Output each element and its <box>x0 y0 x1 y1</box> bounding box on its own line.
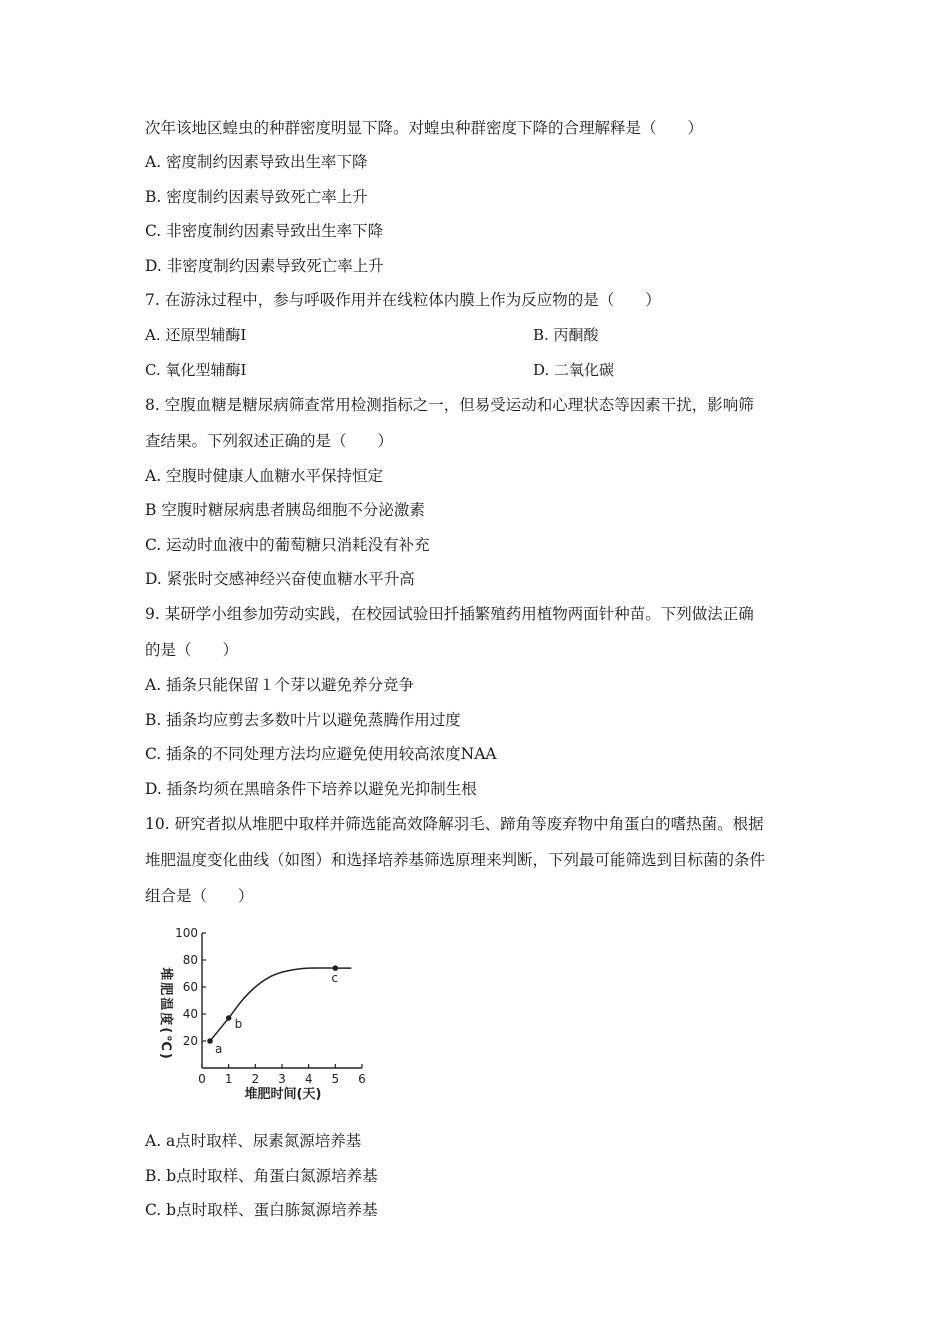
question-10-stem-line-1: 10. 研究者拟从堆肥中取样并筛选能高效降解羽毛、蹄角等废弃物中角蛋白的嗜热菌。根据 <box>145 815 764 833</box>
point-b-marker <box>226 1015 232 1021</box>
y-tick-label: 20 <box>182 1034 198 1048</box>
q6-option-d: D. 非密度制约因素导致死亡率上升 <box>145 257 384 275</box>
q10-option-c: C. b点时取样、蛋白胨氮源培养基 <box>145 1201 378 1219</box>
x-tick-label: 5 <box>331 1072 340 1086</box>
question-10-stem-line-3: 组合是（ ） <box>145 887 254 905</box>
point-c-marker <box>333 965 339 971</box>
q10-option-a: A. a点时取样、尿素氮源培养基 <box>145 1132 362 1150</box>
q8-option-c: C. 运动时血液中的葡萄糖只消耗没有补充 <box>145 536 430 554</box>
y-tick-label: 40 <box>182 1007 198 1021</box>
chart-series <box>210 968 351 1041</box>
q7-option-d: D. 二氧化碳 <box>533 361 615 379</box>
chart-ticks <box>175 926 366 1086</box>
y-tick-label: 100 <box>175 926 198 940</box>
x-tick-label: 3 <box>278 1072 286 1086</box>
point-a-label: a <box>215 1042 223 1056</box>
q8-option-a: A. 空腹时健康人血糖水平保持恒定 <box>145 467 384 485</box>
chart-axes <box>202 933 362 1068</box>
x-tick-label: 4 <box>304 1072 313 1086</box>
question-8-stem-line-1: 8. 空腹血糖是糖尿病筛查常用检测指标之一，但易受运动和心理状态等因素干扰，影响筛 <box>145 396 754 414</box>
x-tick-label: 1 <box>224 1072 233 1086</box>
question-10-stem-line-2: 堆肥温度变化曲线（如图）和选择培养基筛选原理来判断，下列最可能筛选到目标菌的条件 <box>145 851 766 869</box>
temperature-curve <box>210 968 351 1041</box>
point-b-label: b <box>234 1017 243 1032</box>
q7-option-b: B. 丙酮酸 <box>533 326 599 344</box>
q9-option-b: B. 插条均应剪去多数叶片以避免蒸腾作用过度 <box>145 711 461 729</box>
question-9-stem-line-1: 9. 某研学小组参加劳动实践，在校园试验田扦插繁殖药用植物两面针种苗。下列做法正确 <box>145 605 754 623</box>
x-tick-label: 2 <box>251 1072 260 1086</box>
x-tick-label: 6 <box>358 1072 366 1086</box>
question-7-stem: 7. 在游泳过程中，参与呼吸作用并在线粒体内膜上作为反应物的是（ ） <box>145 291 661 309</box>
question-6-stem-tail: 次年该地区蝗虫的种群密度明显下降。对蝗虫种群密度下降的合理解释是（ ） <box>145 119 704 137</box>
q9-option-a: A. 插条只能保留１个芽以避免养分竞争 <box>145 676 415 694</box>
compost-temperature-chart <box>140 918 380 1110</box>
q8-option-b: B 空腹时糖尿病患者胰岛细胞不分泌激素 <box>145 501 425 519</box>
q10-option-b: B. b点时取样、角蛋白氮源培养基 <box>145 1167 378 1185</box>
x-tick-label: 0 <box>198 1072 206 1086</box>
q7-option-c: C. 氧化型辅酶Ⅰ <box>145 361 247 379</box>
q6-option-a: A. 密度制约因素导致出生率下降 <box>145 153 368 171</box>
q8-option-d: D. 紧张时交感神经兴奋使血糖水平升高 <box>145 570 415 588</box>
point-c-label: c <box>331 971 338 986</box>
x-axis-label: 堆肥时间(天) <box>244 1087 322 1102</box>
y-tick-label: 60 <box>182 980 198 994</box>
q7-option-a: A. 还原型辅酶Ⅰ <box>145 326 247 344</box>
q9-option-d: D. 插条均须在黑暗条件下培养以避免光抑制生根 <box>145 780 477 798</box>
question-9-stem-line-2: 的是（ ） <box>145 641 239 659</box>
question-8-stem-line-2: 查结果。下列叙述正确的是（ ） <box>145 432 394 450</box>
y-tick-label: 80 <box>182 953 198 967</box>
q9-option-c: C. 插条的不同处理方法均应避免使用较高浓度NAA <box>145 745 497 763</box>
y-axis-label: 堆肥温度(℃) <box>158 967 173 1061</box>
q6-option-c: C. 非密度制约因素导致出生率下降 <box>145 222 384 240</box>
q6-option-b: B. 密度制约因素导致死亡率上升 <box>145 188 368 206</box>
point-a-marker <box>207 1038 213 1044</box>
chart-points <box>207 965 338 1056</box>
